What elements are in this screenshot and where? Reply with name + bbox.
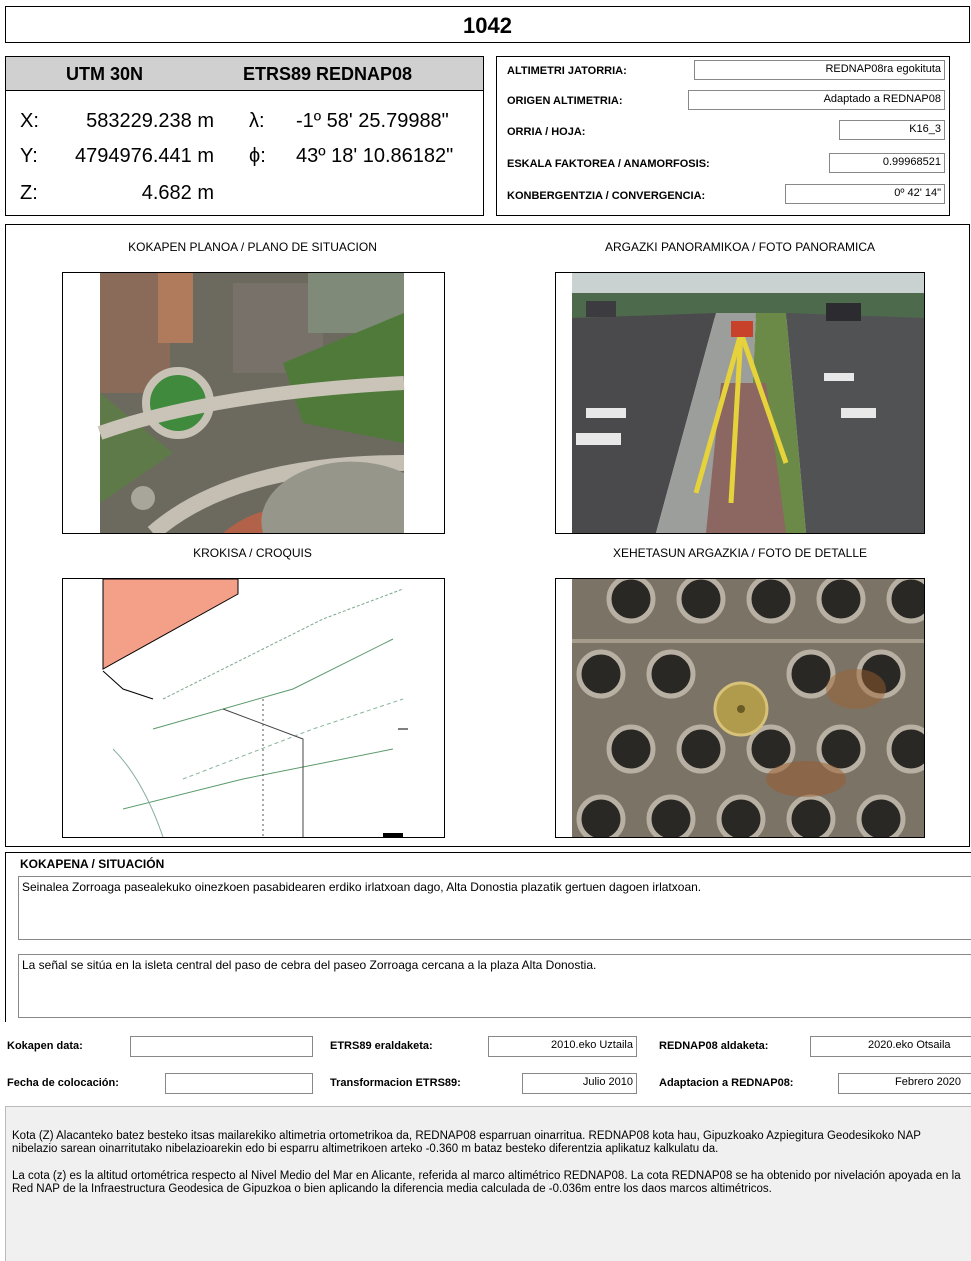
lambda-value: -1º 58' 25.79988" [296, 110, 449, 132]
rednap-aldaketa-label: REDNAP08 aldaketa: [659, 1040, 769, 1052]
kokapen-data-label: Kokapen data: [7, 1040, 83, 1052]
y-label: Y: [20, 145, 38, 167]
situacion-title: KOKAPENA / SITUACIÓN [20, 857, 165, 871]
croquis-image [62, 578, 445, 838]
notes-text-es: La cota (z) es la altitud ortométrica respecto al Nivel Medio del Mar en Alicante, referida al marco altimétrico REDNAP08. La cota REDNAP08 se ha obtenido por nivelación apoyada en la Red NAP de la Infraestructura Geodesica de Gipuzkoa o bien aplicando la diferencia media calculada de -0.036m entre los daos marcos altimétricos. [12, 1170, 961, 1195]
info-block [496, 56, 950, 216]
coordinates-block [5, 56, 484, 216]
situacion-text-eu: Seinalea Zorroaga pasealekuko oinezkoen pasabidearen erdiko irlatxoan dago, Alta Donostia plazatik gertuen dagoen irlatxoan. [22, 880, 702, 894]
panoramic-photo-image [556, 273, 924, 533]
fecha-colocacion-field [165, 1073, 313, 1094]
situacion-text-es-box [18, 954, 971, 1018]
kokapen-data-field [130, 1036, 313, 1057]
adaptacion-rednap-label: Adaptacion a REDNAP08: [659, 1077, 794, 1089]
x-value: 583229.238 m [86, 110, 214, 132]
situacion-text-es: La señal se sitúa en la isleta central del paso de cebra del paseo Zorroaga cercana a la plaza Alta Donostia. [22, 958, 597, 972]
etrs-eraldaketa-label: ETRS89 eraldaketa: [330, 1040, 433, 1052]
panoramica-title: ARGAZKI PANORAMIKOA / FOTO PANORAMICA [604, 240, 876, 254]
adaptacion-rednap-value: Febrero 2020 [838, 1073, 971, 1094]
foto-detalle-image [555, 578, 925, 838]
rednap-aldaketa-value: 2020.eko Otsaila [810, 1036, 971, 1057]
sheet-number: 1042 [463, 13, 512, 38]
phi-value: 43º 18' 10.86182" [296, 145, 454, 167]
croquis-sketch-image [63, 579, 444, 837]
orria-value: K16_3 [839, 120, 945, 140]
y-value: 4794976.441 m [74, 145, 214, 167]
origen-value: Adaptado a REDNAP08 [688, 90, 945, 110]
x-label: X: [20, 110, 39, 132]
plano-title: KOKAPEN PLANOA / PLANO DE SITUACION [128, 240, 377, 254]
phi-label: ϕ: [249, 145, 266, 167]
sheet-header [5, 6, 970, 43]
konbergentzia-value: 0º 42' 14" [785, 184, 945, 204]
altimetri-value: REDNAP08ra egokituta [694, 60, 945, 80]
detalle-title: XEHETASUN ARGAZKIA / FOTO DE DETALLE [612, 546, 868, 560]
croquis-title: KROKISA / CROQUIS [193, 546, 312, 560]
eskala-value: 0.99968521 [829, 153, 945, 173]
notes-text-eu: Kota (Z) Alacanteko batez besteko itsas mailarekiko altimetria ortometrikoa da, REDNAP08 esparruan oinarritua. REDNAP08 kota hau, Gipuzkoako Azpiegitura Geodesikoko NAP nibelazio sarean oinarritutako nibelazioarekin edo bi esparru altimetrikoen arteko -0.360 m bataz besteko diferentzia aplikatuz kalkulatu da. [12, 1130, 921, 1155]
orria-label: ORRIA / HOJA: [507, 126, 586, 138]
z-value: 4.682 m [141, 182, 214, 204]
detail-photo-image [556, 579, 924, 837]
transformacion-etrs-value: Julio 2010 [522, 1073, 637, 1094]
lambda-label: λ: [249, 110, 265, 132]
notes-panel [5, 1106, 971, 1261]
etrs-label: ETRS89 REDNAP08 [243, 64, 413, 84]
plano-situacion-image [62, 272, 445, 534]
foto-panoramica-image [555, 272, 925, 534]
z-label: Z: [20, 182, 38, 204]
etrs-eraldaketa-value: 2010.eko Uztaila [488, 1036, 637, 1057]
konbergentzia-label: KONBERGENTZIA / CONVERGENCIA: [507, 190, 706, 202]
transformacion-etrs-label: Transformacion ETRS89: [330, 1077, 461, 1089]
fecha-colocacion-label: Fecha de colocación: [7, 1077, 119, 1089]
altimetri-label: ALTIMETRI JATORRIA: [507, 65, 627, 77]
situacion-text-eu-box [18, 876, 971, 940]
eskala-label: ESKALA FAKTOREA / ANAMORFOSIS: [507, 158, 710, 170]
aerial-map-image [63, 273, 444, 533]
utm-label: UTM 30N [66, 64, 144, 84]
origen-label: ORIGEN ALTIMETRIA: [507, 95, 623, 107]
